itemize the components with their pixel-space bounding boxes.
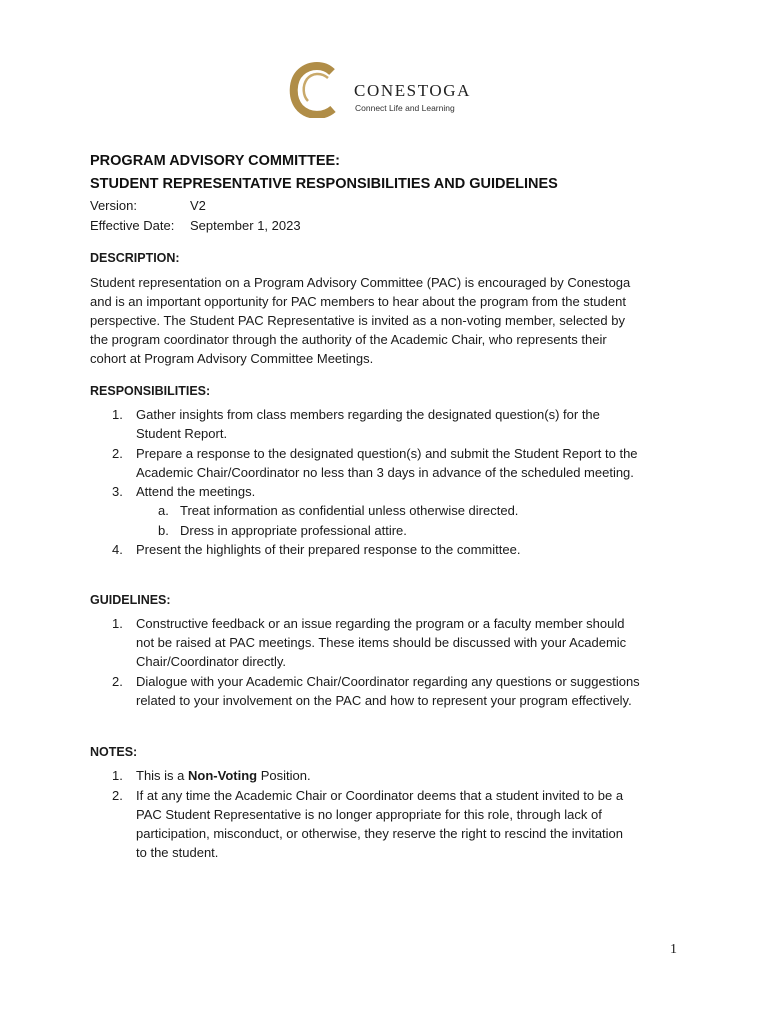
description-line: the program coordinator through the authority of the Academic Chair, who represents their [90, 332, 607, 347]
responsibilities-heading: RESPONSIBILITIES: [90, 384, 211, 398]
guidelines-heading: GUIDELINES: [90, 593, 171, 607]
list-item-line: PAC Student Representative is no longer appropriate for this role, through lack of [136, 806, 602, 822]
note-text: This is a [136, 768, 189, 783]
list-item-line: Academic Chair/Coordinator no less than 3 days in advance of the scheduled meeting. [136, 464, 634, 480]
list-item [90, 614, 690, 671]
logo-tagline: Connect Life and Learning [355, 103, 455, 113]
list-item-line: participation, misconduct, or otherwise, they reserve the right to rescind the invitation [136, 825, 624, 841]
list-item [90, 672, 690, 710]
list-item [90, 444, 690, 482]
conestoga-logo [288, 62, 488, 120]
conestoga-c-icon [288, 62, 340, 118]
list-letter: b. [158, 522, 169, 538]
list-item-line [136, 766, 690, 785]
list-item-line: to the student. [136, 844, 219, 860]
list-number: 3. [112, 484, 123, 499]
page-number: 1 [670, 942, 677, 957]
sub-list [136, 501, 690, 540]
version-label: Version: [90, 198, 137, 213]
list-letter: a. [158, 503, 169, 518]
logo-name: CONESTOGA [354, 81, 472, 100]
effective-date-row [90, 216, 301, 236]
note-text: Position. [257, 768, 311, 783]
description-paragraph [90, 273, 680, 368]
effective-date-value: September 1, 2023 [190, 218, 301, 233]
list-item [90, 482, 690, 540]
list-item-line: related to your involvement on the PAC and how to represent your program effectively. [136, 692, 632, 708]
document-title-line-1: PROGRAM ADVISORY COMMITTEE: [90, 153, 340, 169]
list-item-line: Prepare a response to the designated question(s) and submit the Student Report to the [136, 445, 638, 461]
notes-heading: NOTES: [90, 745, 138, 759]
list-item-line: not be raised at PAC meetings. These items should be discussed with your Academic [136, 635, 627, 650]
guidelines-list [90, 614, 690, 710]
description-line: perspective. The Student PAC Representative is invited as a non-voting member, selected by [90, 313, 625, 328]
description-line: and is an important opportunity for PAC members to hear about the program from the student [90, 294, 626, 309]
list-number: 2. [112, 673, 123, 689]
notes-list [90, 766, 690, 862]
list-number: 4. [112, 542, 123, 557]
responsibilities-list [90, 405, 690, 560]
effective-date-label: Effective Date: [90, 218, 175, 233]
list-item-line: Constructive feedback or an issue regarding the program or a faculty member should [136, 616, 625, 631]
non-voting-emphasis: Non-Voting [188, 768, 258, 783]
list-item-line: Present the highlights of their prepared response to the committee. [136, 542, 521, 557]
description-line: Student representation on a Program Advisory Committee (PAC) is encouraged by Conestoga [90, 275, 631, 290]
sub-list-item [90, 501, 690, 520]
version-row [90, 196, 206, 216]
list-item [90, 405, 690, 443]
version-value: V2 [190, 198, 206, 213]
list-item-line: If at any time the Academic Chair or Coordinator deems that a student invited to be a [136, 787, 624, 803]
list-number: 1. [112, 616, 123, 631]
list-item-line: Dialogue with your Academic Chair/Coordinator regarding any questions or suggestions [136, 673, 640, 689]
list-number: 1. [112, 768, 123, 783]
list-item-line: Treat information as confidential unless otherwise directed. [180, 503, 519, 518]
list-item-line: Chair/Coordinator directly. [136, 654, 287, 669]
list-item-line: Student Report. [136, 426, 228, 441]
document-title-line-2: STUDENT REPRESENTATIVE RESPONSIBILITIES AND GUIDELINES [90, 176, 558, 192]
list-number: 2. [112, 787, 123, 803]
description-line: cohort at Program Advisory Committee Meetings. [90, 351, 374, 366]
list-number: 1. [112, 407, 123, 422]
list-item [90, 786, 690, 862]
list-item [90, 540, 690, 559]
list-item-line: Gather insights from class members regarding the designated question(s) for the [136, 407, 600, 422]
list-number: 2. [112, 445, 123, 461]
list-item-line: Attend the meetings. [136, 484, 256, 499]
description-heading: DESCRIPTION: [90, 251, 180, 265]
sub-list-item [90, 521, 690, 540]
list-item [90, 766, 690, 785]
list-item-line: Dress in appropriate professional attire. [180, 522, 407, 538]
